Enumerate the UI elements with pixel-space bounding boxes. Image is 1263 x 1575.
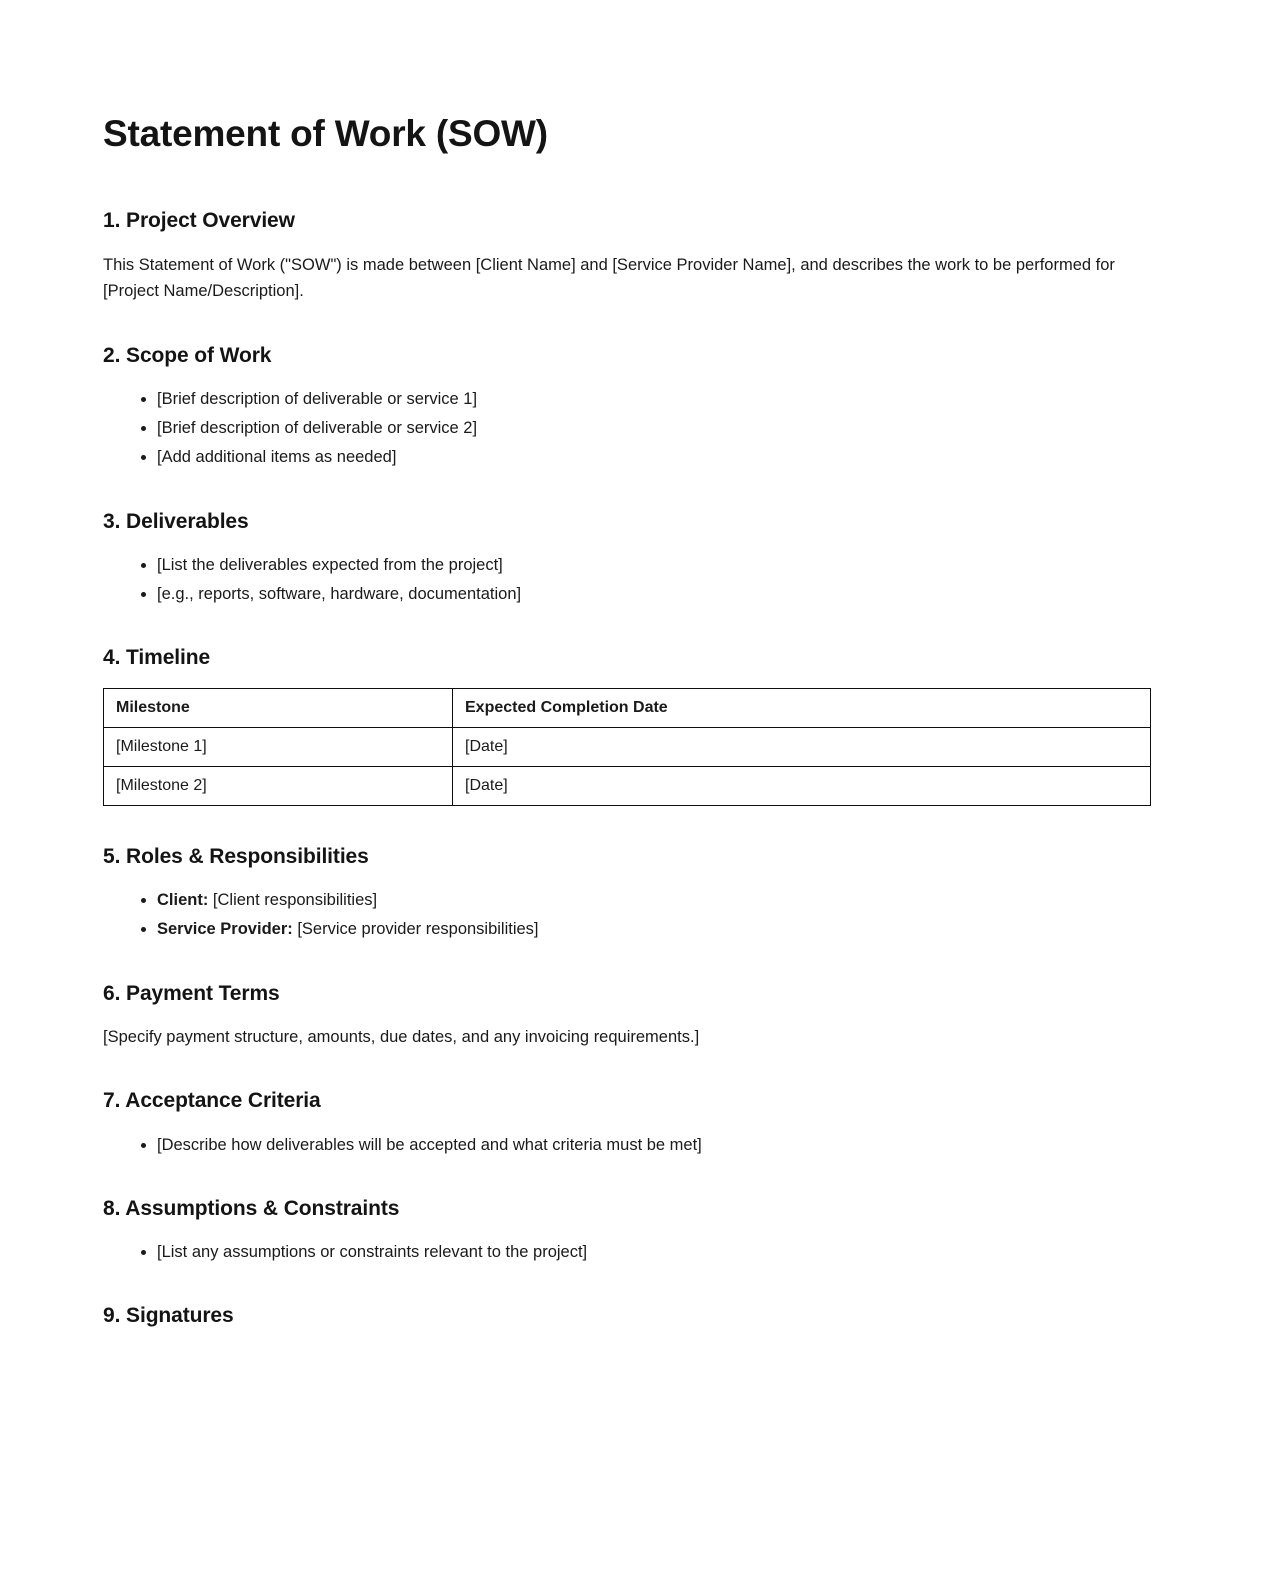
table-row: [104, 728, 1151, 767]
list-item-label: Service Provider:: [157, 920, 293, 939]
table-header-row: [104, 689, 1151, 728]
list-item: [Brief description of deliverable or service 2]: [141, 415, 1157, 441]
list-item-label: Client:: [157, 891, 209, 910]
table-cell-date: [Date]: [453, 767, 1151, 806]
section-heading: 6. Payment Terms: [103, 981, 280, 1005]
section-heading: 8. Assumptions & Constraints: [103, 1196, 400, 1220]
section-deliverables: [103, 509, 1157, 607]
list-item: [Brief description of deliverable or service 1]: [141, 386, 1157, 412]
list-item-value: [Client responsibilities]: [208, 891, 378, 910]
section-timeline: [103, 645, 1157, 806]
section-paragraph: [Specify payment structure, amounts, due dates, and any invoicing requirements.]: [103, 1027, 700, 1046]
table-row: [104, 767, 1151, 806]
list-item: [List any assumptions or constraints relevant to the project]: [141, 1239, 1157, 1265]
bullet-list: [103, 552, 1157, 607]
section-signatures: [103, 1303, 1157, 1329]
list-item: [e.g., reports, software, hardware, documentation]: [141, 581, 1157, 607]
bullet-list: [103, 887, 1157, 942]
table-column-header-milestone: Milestone: [104, 689, 453, 728]
bullet-list: [103, 386, 1157, 470]
list-item: [Describe how deliverables will be accepted and what criteria must be met]: [141, 1132, 1157, 1158]
section-payment-terms: [103, 981, 1157, 1051]
section-heading: 9. Signatures: [103, 1304, 234, 1328]
section-heading: 2. Scope of Work: [103, 344, 272, 368]
section-heading: 7. Acceptance Criteria: [103, 1089, 321, 1113]
section-heading: 1. Project Overview: [103, 209, 295, 233]
section-heading: 3. Deliverables: [103, 509, 249, 533]
timeline-table: [103, 688, 1151, 806]
section-paragraph: This Statement of Work ("SOW") is made between [Client Name] and [Service Provider Name], and describes the work to be performed for [Project Name/Description].: [103, 255, 1115, 301]
list-item: [141, 887, 1157, 913]
list-item: [List the deliverables expected from the project]: [141, 552, 1157, 578]
section-heading: 5. Roles & Responsibilities: [103, 845, 369, 869]
bullet-list: [103, 1239, 1157, 1265]
list-item-value: [Service provider responsibilities]: [292, 920, 539, 939]
section-roles-responsibilities: [103, 844, 1157, 942]
list-item: [141, 916, 1157, 942]
section-acceptance-criteria: [103, 1088, 1157, 1157]
page-title: Statement of Work (SOW): [103, 113, 548, 154]
section-heading: 4. Timeline: [103, 645, 211, 669]
section-assumptions-constraints: [103, 1196, 1157, 1265]
table-cell-milestone: [Milestone 1]: [104, 728, 453, 767]
table-cell-milestone: [Milestone 2]: [104, 767, 453, 806]
list-item: [Add additional items as needed]: [141, 444, 1157, 470]
section-project-overview: [103, 208, 1157, 305]
table-column-header-expected-completion-date: Expected Completion Date: [453, 689, 1151, 728]
bullet-list: [103, 1132, 1157, 1158]
table-cell-date: [Date]: [453, 728, 1151, 767]
section-scope-of-work: [103, 343, 1157, 470]
